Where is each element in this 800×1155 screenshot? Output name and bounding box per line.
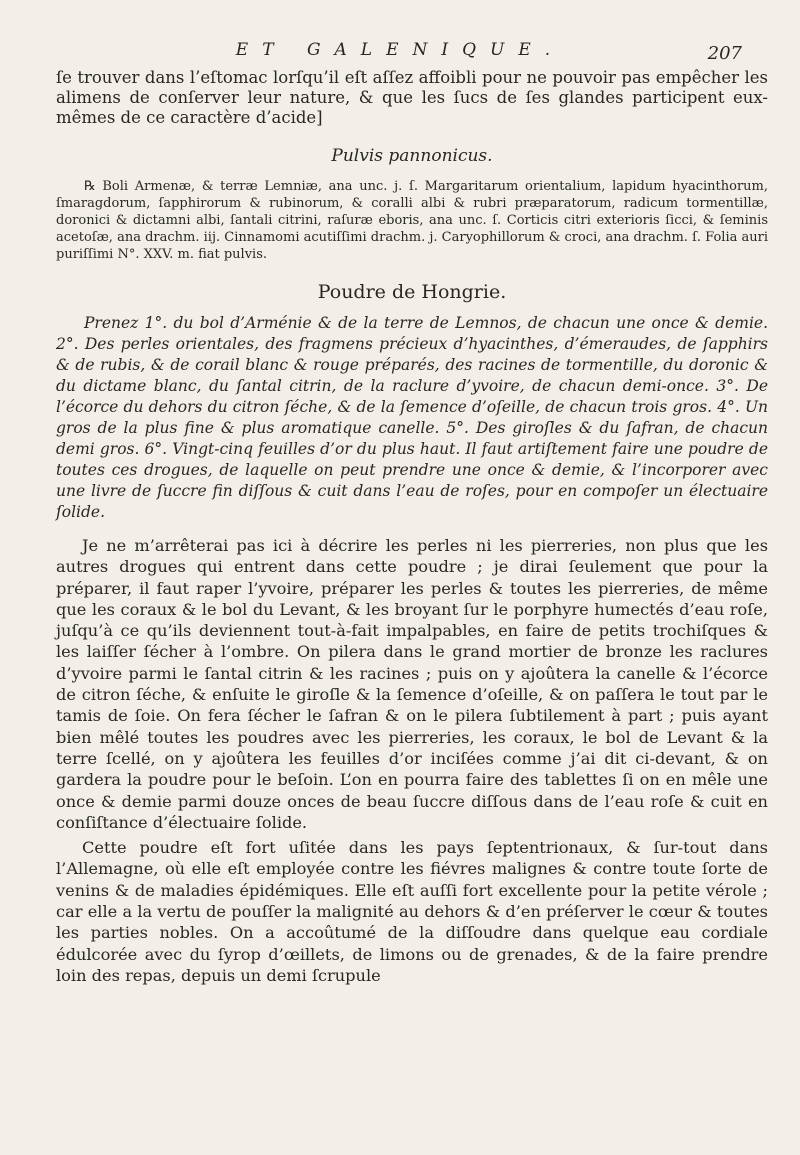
french-recipe-title: Poudre de Hongrie. bbox=[317, 281, 507, 303]
text-block bbox=[56, 68, 768, 986]
body-paragraph: Je ne m’arrêterai pas ici à décrire les perles ni les pierreries, non plus que les autres drogues qui entrent dans cette poudre ; je dirai ſeulement que pour la préparer, il faut raper l’yvoire, préparer les perles & toutes les pierreries, de même que les coraux & le bol du Levant, & les broyant ſur le porphyre humectés d’eau roſe, juſqu’à ce qu’ils deviennent tout-à-fait impalpables, en faire de petits trochiſques & les laiſſer ſécher à l’ombre. On pilera dans le grand mortier de bronze les raclures d’yvoire parmi le ſantal citrin & les racines ; puis on y ajoûtera la canelle & l’écorce de citron ſéche, & enſuite le giroſle & la ſemence d’oſeille, & on paſſera le tout par le tamis de ſoie. On fera ſécher le ſafran & on le pilera ſubtilement à part ; puis ayant bien mêlé toutes les poudres avec les pierreries, les coraux, le bol de Levant & la terre ſcellé, on y ajoûtera les feuilles d’or inciſées comme j’ai dit ci-devant, & on gardera la poudre pour le beſoin. L’on en pourra faire des tablettes ſi on en mêle une once & demie parmi douze onces de beau ſuccre diſſous dans de l’eau roſe & cuit en conſiſtance d’électuaire ſolide. bbox=[56, 536, 768, 832]
latin-recipe-text: ℞ Boli Armenæ, & terræ Lemniæ, ana unc. j. ſ. Margaritarum orientalium, lapidum hyacinthorum, ſmaragdorum, ſapphirorum & rubinorum, & coralli albi & rubri præparatorum, radicum tormentillæ, doronici & dictamni albi, ſantali citrini, raſuræ eboris, ana unc. ſ. Corticis citri exterioris ſicci, & ſeminis acetoſæ, ana drachm. iij. Cinnamomi acutiſſimi drachm. j. Caryophillorum & croci, ana drachm. ſ. Folia auri puriſſimi N°. XXV. m. fiat pulvis. bbox=[56, 179, 768, 262]
continuation-paragraph: ſe trouver dans l’eſtomac lorſqu’il eſt aſſez affoibli pour ne pouvoir pas empêcher les alimens de conſerver leur nature, & que les ſucs de ſes glandes participent eux-mêmes de ce caractère d’acide] bbox=[56, 68, 768, 127]
french-recipe-text: Prenez 1°. du bol d’Arménie & de la terre de Lemnos, de chacun une once & demie. 2°. Des perles orientales, des fragmens précieux d’hyacinthes, d’émeraudes, de ſapphirs & de rubis, & de corail blanc & rouge préparés, des racines de tormentille, du doronic & du dictame blanc, du ſantal citrin, de la raclure d’yvoire, de chacun demi-once. 3°. De l’écorce du dehors du citron ſéche, & de la ſemence d’oſeille, de chacun trois gros. 4°. Un gros de la plus fine & plus aromatique canelle. 5°. Des giroſles & du ſafran, de chacun demi gros. 6°. Vingt-cinq feuilles d’or du plus haut. Il faut artiſtement faire une poudre de toutes ces drogues, de laquelle on peut prendre une once & demie, & l’incorporer avec une livre de ſuccre fin diſſous & cuit dans l’eau de roſes, pour en compoſer un électuaire ſolide. bbox=[56, 314, 768, 521]
page-number: 207 bbox=[707, 43, 742, 64]
running-head: ET GALENIQUE. bbox=[235, 40, 565, 60]
body-paragraph: Cette poudre eſt fort uſitée dans les pays ſeptentrionaux, & ſur-tout dans l’Allemagne, où elle eſt employée contre les fiévres malignes & contre toute ſorte de venins & de maladies épidémiques. Elle eſt auſſi fort excellente pour la petite vérole ; car elle a la vertu de pouſſer la malignité au dehors & d’en préſerver le cœur & toutes les parties nobles. On a accoûtumé de la diſſoudre dans quelque eau cordiale édulcorée avec du ſyrop d’œillets, de limons ou de grenades, & de la faire prendre loin des repas, depuis un demi ſcrupule bbox=[56, 838, 768, 985]
latin-recipe-title: Pulvis pannonicus. bbox=[331, 146, 493, 166]
